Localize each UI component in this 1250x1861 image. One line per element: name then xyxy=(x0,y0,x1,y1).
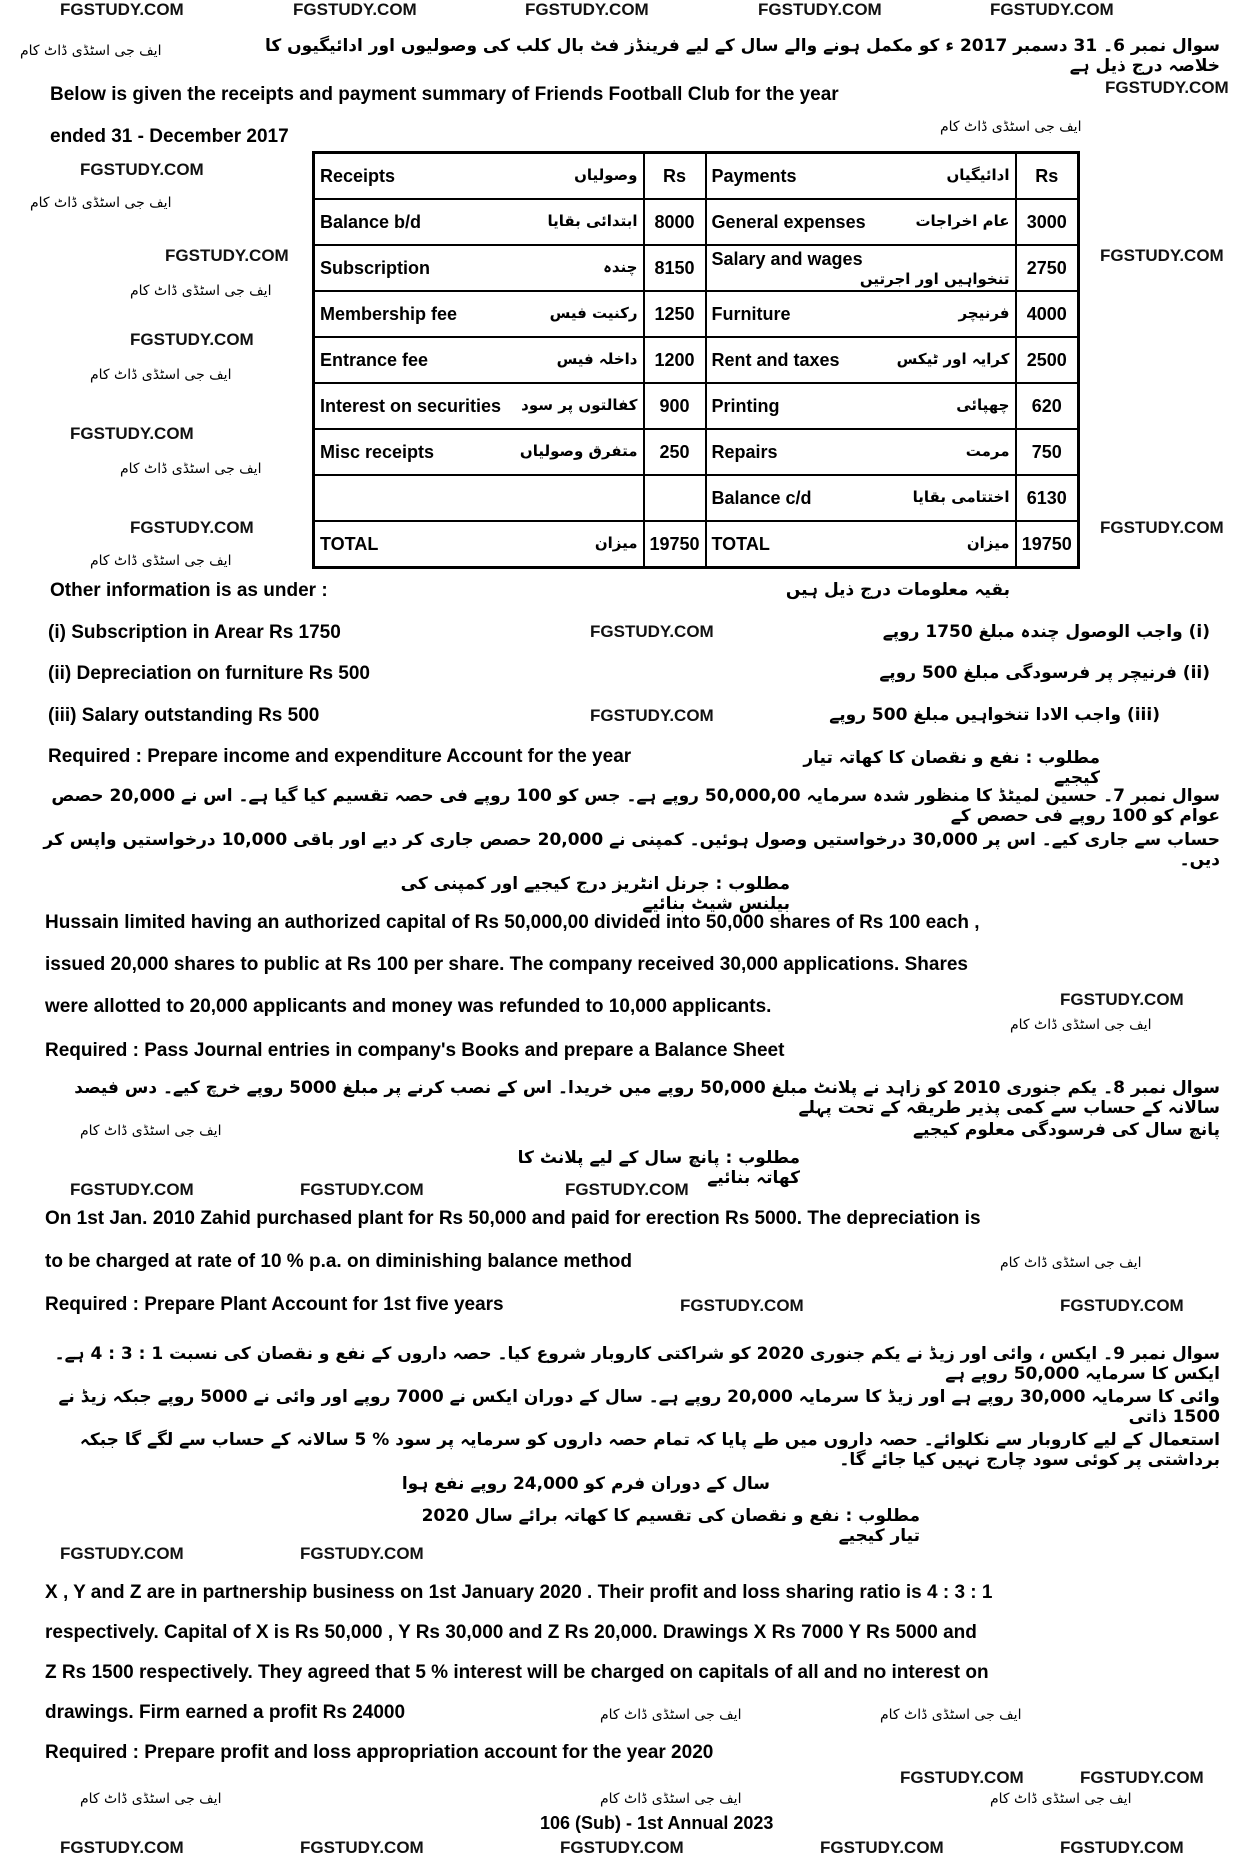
q9-urdu: سوال نمبر 9۔ ایکس ، وائی اور زیڈ نے یکم جنوری 2020 کو شراکتی کاروبار شروع کیا۔ حصہ داروں کے نفع و نقصان کی نسبت 1 : 3 : 4 ہے۔ ایکس کا سرمایہ 50,000 روپے ہے xyxy=(54,1344,1220,1384)
watermark-urdu: ایف جی اسٹڈی ڈاٹ کام xyxy=(130,283,272,299)
q9-urdu: سال کے دوران فرم کو 24,000 روپے نفع ہوا xyxy=(401,1474,770,1494)
watermark: FGSTUDY.COM xyxy=(300,1544,424,1563)
watermark: FGSTUDY.COM xyxy=(525,0,649,19)
info-item: (i) Subscription in Arear Rs 1750 xyxy=(48,622,341,643)
watermark: FGSTUDY.COM xyxy=(70,1180,194,1199)
table-row xyxy=(314,245,1079,291)
q9-urdu: مطلوب : نفع و نقصان کی تقسیم کا کھاتہ برائے سال 2020 تیار کیجیے xyxy=(421,1506,920,1546)
watermark: FGSTUDY.COM xyxy=(1100,246,1224,265)
table-row xyxy=(314,429,1079,475)
table-row xyxy=(314,383,1079,429)
header-rs: Rs xyxy=(1016,153,1079,200)
q6-required: Required : Prepare income and expenditure Account for the year xyxy=(48,746,632,767)
q7-required: Required : Pass Journal entries in company's Books and prepare a Balance Sheet xyxy=(45,1040,785,1061)
watermark: FGSTUDY.COM xyxy=(900,1768,1024,1787)
header-receipts: Receipts وصولیاں xyxy=(314,153,644,200)
watermark: FGSTUDY.COM xyxy=(60,1838,184,1857)
watermark: FGSTUDY.COM xyxy=(560,1838,684,1857)
footer-paper-code: 106 (Sub) - 1st Annual 2023 xyxy=(540,1813,774,1833)
q8-urdu: سوال نمبر 8۔ یکم جنوری 2010 کو زاہد نے پلانٹ مبلغ 50,000 روپے میں خریدا۔ اس کے نصب کرنے پر مبلغ 5000 روپے خرچ کیے۔ دس فیصد سالانہ کے حساب سے کمی پذیر طریقہ کے تحت پہلے xyxy=(74,1078,1220,1118)
watermark: FGSTUDY.COM xyxy=(70,424,194,443)
header-payments: Payments ادائیگیاں xyxy=(706,153,1016,200)
q7-urdu: مطلوب : جرنل انٹریز درج کیجیے اور کمپنی کی بیلنس شیٹ بنائیے xyxy=(400,874,790,914)
watermark: FGSTUDY.COM xyxy=(590,706,714,725)
payment-amount: 19750 xyxy=(1016,521,1079,568)
payment-item: Rent and taxes کرایہ اور ٹیکس xyxy=(706,337,1016,383)
payment-amount: 620 xyxy=(1016,383,1079,429)
info-item-urdu: (i) واجب الوصول چندہ مبلغ 1750 روپے xyxy=(882,622,1210,642)
watermark: FGSTUDY.COM xyxy=(130,330,254,349)
q8-urdu: مطلوب : پانچ سال کے لیے پلانٹ کا کھاتہ بنائیے xyxy=(517,1148,800,1188)
watermark: FGSTUDY.COM xyxy=(1060,1838,1184,1857)
q9-urdu: وائی کا سرمایہ 30,000 روپے ہے اور زیڈ کا سرمایہ 20,000 روپے ہے۔ سال کے دوران ایکس نے 7000 روپے اور وائی نے 5000 روپے جبکہ زیڈ نے 1500 ذاتی xyxy=(58,1387,1220,1427)
receipt-item: Balance b/d ابتدائی بقایا xyxy=(314,199,644,245)
payment-amount: 3000 xyxy=(1016,199,1079,245)
table-row xyxy=(314,337,1079,383)
watermark-urdu: ایف جی اسٹڈی ڈاٹ کام xyxy=(90,367,232,383)
receipt-amount: 8000 xyxy=(644,199,706,245)
payment-item: General expenses عام اخراجات xyxy=(706,199,1016,245)
watermark: FGSTUDY.COM xyxy=(1060,1296,1184,1315)
payment-item: Furniture فرنیچر xyxy=(706,291,1016,337)
payment-amount: 2750 xyxy=(1016,245,1079,291)
q7-urdu: حساب سے جاری کیے۔ اس پر 30,000 درخواستیں وصول ہوئیں۔ کمپنی نے 20,000 حصص جاری کر دیے اور باقی 10,000 درخواستیں واپس کر دیں۔ xyxy=(43,830,1220,870)
q9-line: respectively. Capital of X is Rs 50,000 , Y Rs 30,000 and Z Rs 20,000. Drawings X Rs 7000 Y Rs 5000 and xyxy=(45,1622,977,1643)
watermark: FGSTUDY.COM xyxy=(130,518,254,537)
watermark: FGSTUDY.COM xyxy=(300,1838,424,1857)
table-row xyxy=(314,475,1079,521)
receipt-amount: 1200 xyxy=(644,337,706,383)
receipt-item: Membership fee رکنیت فیس xyxy=(314,291,644,337)
watermark-urdu: ایف جی اسٹڈی ڈاٹ کام xyxy=(120,461,262,477)
info-item: (ii) Depreciation on furniture Rs 500 xyxy=(48,663,370,684)
other-info-urdu: بقیہ معلومات درج ذیل ہیں xyxy=(785,580,1010,600)
receipt-amount: 8150 xyxy=(644,245,706,291)
watermark-urdu: ایف جی اسٹڈی ڈاٹ کام xyxy=(600,1791,742,1807)
watermark-urdu: ایف جی اسٹڈی ڈاٹ کام xyxy=(990,1791,1132,1807)
watermark-urdu: ایف جی اسٹڈی ڈاٹ کام xyxy=(940,119,1082,135)
receipt-item: Entrance fee داخلہ فیس xyxy=(314,337,644,383)
info-item: (iii) Salary outstanding Rs 500 xyxy=(48,705,320,726)
watermark: FGSTUDY.COM xyxy=(300,1180,424,1199)
receipt-item: Interest on securities کفالتوں پر سود xyxy=(314,383,644,429)
header-rs: Rs xyxy=(644,153,706,200)
receipt-item xyxy=(314,475,644,521)
watermark: FGSTUDY.COM xyxy=(80,160,204,179)
watermark: FGSTUDY.COM xyxy=(1060,990,1184,1009)
q8-required: Required : Prepare Plant Account for 1st five years xyxy=(45,1294,504,1315)
watermark: FGSTUDY.COM xyxy=(758,0,882,19)
other-info-heading: Other information is as under : xyxy=(50,580,328,601)
payment-amount: 4000 xyxy=(1016,291,1079,337)
watermark: FGSTUDY.COM xyxy=(590,622,714,641)
payment-amount: 6130 xyxy=(1016,475,1079,521)
watermark: FGSTUDY.COM xyxy=(990,0,1114,19)
info-item-urdu: (ii) فرنیچر پر فرسودگی مبلغ 500 روپے xyxy=(879,663,1210,683)
watermark-urdu: ایف جی اسٹڈی ڈاٹ کام xyxy=(600,1707,742,1723)
watermark-urdu: ایف جی اسٹڈی ڈاٹ کام xyxy=(1010,1017,1152,1033)
watermark: FGSTUDY.COM xyxy=(1100,518,1224,537)
watermark-urdu: ایف جی اسٹڈی ڈاٹ کام xyxy=(1000,1255,1142,1271)
q9-urdu: استعمال کے لیے کاروبار سے نکلوائے۔ حصہ داروں میں طے پایا کہ تمام حصہ داروں کو سرمایہ پر سود % 5 سالانہ کے حساب سے لگے گا جبکہ برداشتی پر کوئی سود چارج نہیں کیا جائے گا۔ xyxy=(79,1430,1220,1470)
watermark: FGSTUDY.COM xyxy=(565,1180,689,1199)
table-row xyxy=(314,291,1079,337)
watermark: FGSTUDY.COM xyxy=(820,1838,944,1857)
watermark-urdu: ایف جی اسٹڈی ڈاٹ کام xyxy=(80,1791,222,1807)
payment-amount: 750 xyxy=(1016,429,1079,475)
q7-line: issued 20,000 shares to public at Rs 100 per share. The company received 30,000 applications. Shares xyxy=(45,954,968,975)
q9-line: X , Y and Z are in partnership business on 1st January 2020 . Their profit and loss sharing ratio is 4 : 3 : 1 xyxy=(45,1582,993,1603)
watermark: FGSTUDY.COM xyxy=(60,0,184,19)
watermark-urdu: ایف جی اسٹڈی ڈاٹ کام xyxy=(80,1123,222,1139)
watermark-urdu: ایف جی اسٹڈی ڈاٹ کام xyxy=(90,553,232,569)
q8-line1: On 1st Jan. 2010 Zahid purchased plant for Rs 50,000 and paid for erection Rs 5000. The depreciation is xyxy=(45,1208,981,1229)
q9-line: drawings. Firm earned a profit Rs 24000 xyxy=(45,1702,406,1723)
receipt-item: TOTAL میزان xyxy=(314,521,644,568)
receipt-amount xyxy=(644,475,706,521)
watermark: FGSTUDY.COM xyxy=(60,1544,184,1563)
q8-line2: to be charged at rate of 10 % p.a. on diminishing balance method xyxy=(45,1251,632,1272)
table-header-row xyxy=(314,153,1079,200)
q9-line: Z Rs 1500 respectively. They agreed that 5 % interest will be charged on capitals of all and no interest on xyxy=(45,1662,989,1683)
watermark-urdu: ایف جی اسٹڈی ڈاٹ کام xyxy=(20,43,162,59)
receipt-amount: 19750 xyxy=(644,521,706,568)
table-row xyxy=(314,521,1079,568)
watermark-urdu: ایف جی اسٹڈی ڈاٹ کام xyxy=(30,195,172,211)
q6-line1: Below is given the receipts and payment summary of Friends Football Club for the year xyxy=(50,84,839,105)
payment-item: Balance c/d اختتامی بقایا xyxy=(706,475,1016,521)
watermark: FGSTUDY.COM xyxy=(165,246,289,265)
receipts-payments-table xyxy=(312,151,1080,569)
watermark: FGSTUDY.COM xyxy=(293,0,417,19)
watermark-urdu: ایف جی اسٹڈی ڈاٹ کام xyxy=(880,1707,1022,1723)
receipt-item: Subscription چندہ xyxy=(314,245,644,291)
info-item-urdu: (iii) واجب الادا تنخواہیں مبلغ 500 روپے xyxy=(829,705,1160,725)
q6-line2: ended 31 - December 2017 xyxy=(50,126,289,147)
receipt-amount: 900 xyxy=(644,383,706,429)
watermark: FGSTUDY.COM xyxy=(1080,1768,1204,1787)
watermark: FGSTUDY.COM xyxy=(680,1296,804,1315)
watermark: FGSTUDY.COM xyxy=(1105,78,1229,97)
payment-item: TOTAL میزان xyxy=(706,521,1016,568)
q7-urdu: سوال نمبر 7۔ حسین لمیٹڈ کا منظور شدہ سرمایہ 50,000,00 روپے ہے۔ جس کو 100 روپے فی حصہ تقسیم کیا گیا ہے۔ اس نے 20,000 حصص عوام کو 100 روپے فی حصص کے xyxy=(51,786,1220,826)
receipt-amount: 250 xyxy=(644,429,706,475)
payment-item: Printing چھپائی xyxy=(706,383,1016,429)
payment-item: Repairs مرمت xyxy=(706,429,1016,475)
table-row xyxy=(314,199,1079,245)
q8-urdu: پانچ سال کی فرسودگی معلوم کیجیے xyxy=(913,1120,1220,1140)
q7-line: were allotted to 20,000 applicants and money was refunded to 10,000 applicants. xyxy=(45,996,772,1017)
payment-item: Salary and wages تنخواہیں اور اجرتیں xyxy=(706,245,1016,291)
receipt-item: Misc receipts متفرق وصولیاں xyxy=(314,429,644,475)
q9-required: Required : Prepare profit and loss appropriation account for the year 2020 xyxy=(45,1742,714,1763)
payment-amount: 2500 xyxy=(1016,337,1079,383)
q6-required-urdu: مطلوب : نفع و نقصان کا کھاتہ تیار کیجیے xyxy=(803,748,1100,788)
receipt-amount: 1250 xyxy=(644,291,706,337)
q6-urdu-heading: سوال نمبر 6۔ 31 دسمبر 2017 ء کو مکمل ہونے والے سال کے لیے فرینڈز فٹ بال کلب کی وصولیوں اور ادائیگیوں کا خلاصہ درج ذیل ہے xyxy=(264,36,1220,76)
q7-line: Hussain limited having an authorized capital of Rs 50,000,00 divided into 50,000 shares of Rs 100 each , xyxy=(45,912,980,933)
